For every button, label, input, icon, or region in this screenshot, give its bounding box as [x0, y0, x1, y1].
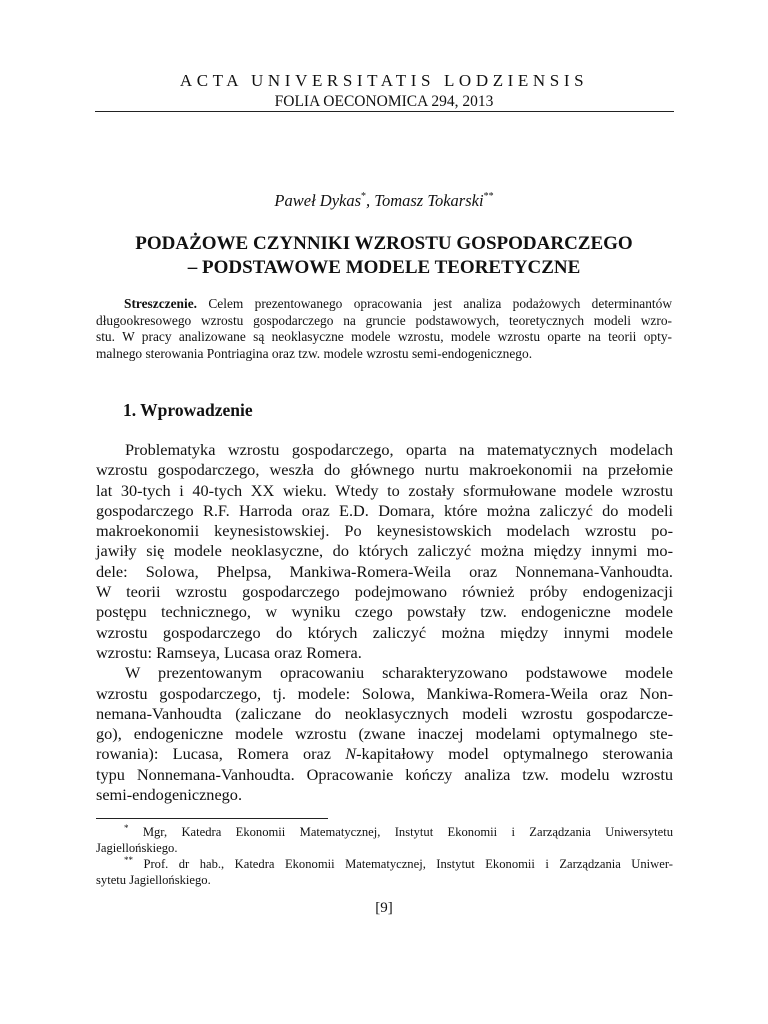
paragraph-line: W teorii wzrostu gospodarczego podejmowano również próby endogenizacji [96, 582, 673, 602]
author-separator: , [366, 191, 375, 210]
author-name: Tomasz Tokarski [374, 191, 484, 210]
article-title [96, 232, 672, 280]
page-number: [9] [375, 900, 393, 916]
paragraph-line: wzrostu gospodarczego do których zaliczyć można między innymi modele [96, 622, 673, 642]
paragraph-line: lat 30-tych i 40-tych XX wieku. Wtedy to zostały sformułowane modele wzrostu [96, 480, 673, 500]
section-heading: 1. Wprowadzenie [123, 400, 253, 420]
paragraph-line: wzrostu gospodarczego, tj. modele: Solowa, Mankiwa-Romera-Weila oraz Non- [96, 683, 673, 703]
abstract-line: malnego sterowania Pontriagina oraz tzw. modele wzrostu semi-endogenicznego. [96, 345, 533, 361]
paragraph-line: postępu technicznego, w wyniku czego powstały tzw. endogeniczne modele [96, 602, 673, 622]
author-name: Paweł Dykas [274, 191, 362, 210]
paragraph-line: gospodarczego R.F. Harroda oraz E.D. Domara, które można zaliczyć do modeli [96, 500, 673, 520]
paragraph-line: nemana-Vanhoudta (zaliczane do neoklasycznych modeli wzrostu gospodarcze- [96, 703, 673, 723]
article-title-line: PODAŻOWE CZYNNIKI WZROSTU GOSPODARCZEGO [135, 233, 633, 254]
footnote-line: sytetu Jagiellońskiego. [96, 873, 211, 887]
abstract-line: długookresowego wzrostu gospodarczego na gruncie podstawowych, teoretycznych modeli wzro- [96, 312, 672, 328]
abstract-line: stu. W pracy analizowane są neoklasyczne modele wzrostu, modele wzrostu oparte na teorii opty- [96, 329, 672, 345]
paragraph-line: jawiły się modele neoklasyczne, do których zaliczyć można między innymi mo- [96, 541, 673, 561]
article-title-line: – PODSTAWOWE MODELE TEORETYCZNE [187, 257, 581, 278]
footnote-line: * Mgr, Katedra Ekonomii Matematycznej, Instytut Ekonomii i Zarządzania Uniwersytetu [124, 823, 673, 839]
paragraph-line: W prezentowanym opracowaniu scharakteryzowano podstawowe modele [125, 663, 673, 683]
footnote-marker: ** [124, 855, 133, 865]
abstract-line: Streszczenie. Celem prezentowanego opracowania jest analiza podażowych determinantów [124, 296, 672, 311]
journal-title: ACTA UNIVERSITATIS LODZIENSIS [179, 71, 589, 90]
author-line [96, 190, 672, 212]
abstract-label: Streszczenie. [124, 296, 197, 311]
footnote-line: Jagiellońskiego. [96, 841, 178, 855]
paragraph-line: typu Nonnemana-Vanhoudta. Opracowanie kończy analiza tzw. modelu wzrostu [96, 764, 673, 784]
paragraph-line: wzrostu gospodarczego, weszła do głównego nurtu makroekonomii na przełomie [96, 460, 673, 480]
paragraph-line: dele: Solowa, Phelpsa, Mankiwa-Romera-Weila oraz Nonnemana-Vanhoudta. [96, 561, 673, 581]
footnote-marker: * [361, 191, 367, 202]
footnote-marker: * [124, 823, 129, 833]
paragraph-line: makroekonomii keynesistowskiej. Po keynesistowskich modelach wzrostu po- [96, 521, 673, 541]
paragraph-line: rowania): Lucasa, Romera oraz N-kapitałowy model optymalnego sterowania [96, 744, 673, 764]
paragraph-line: go), endogeniczne modele wzrostu (zwane inaczej modelami optymalnego ste- [96, 724, 673, 744]
footnote-line: ** Prof. dr hab., Katedra Ekonomii Matematycznej, Instytut Ekonomii i Zarządzania Uniwer- [124, 855, 673, 871]
header-divider [95, 111, 674, 112]
footnote-divider [96, 818, 328, 819]
body-text [96, 440, 673, 805]
footnote-marker: ** [483, 191, 494, 202]
footnotes [96, 824, 673, 888]
italic-variable: N [345, 744, 357, 764]
journal-series: FOLIA OECONOMICA 294, 2013 [274, 93, 494, 110]
paragraph-line: semi-endogenicznego. [96, 785, 243, 805]
paragraph-line: Problematyka wzrostu gospodarczego, oparta na matematycznych modelach [125, 440, 673, 459]
abstract [96, 296, 672, 362]
paragraph-line: wzrostu: Ramseya, Lucasa oraz Romera. [96, 642, 362, 662]
